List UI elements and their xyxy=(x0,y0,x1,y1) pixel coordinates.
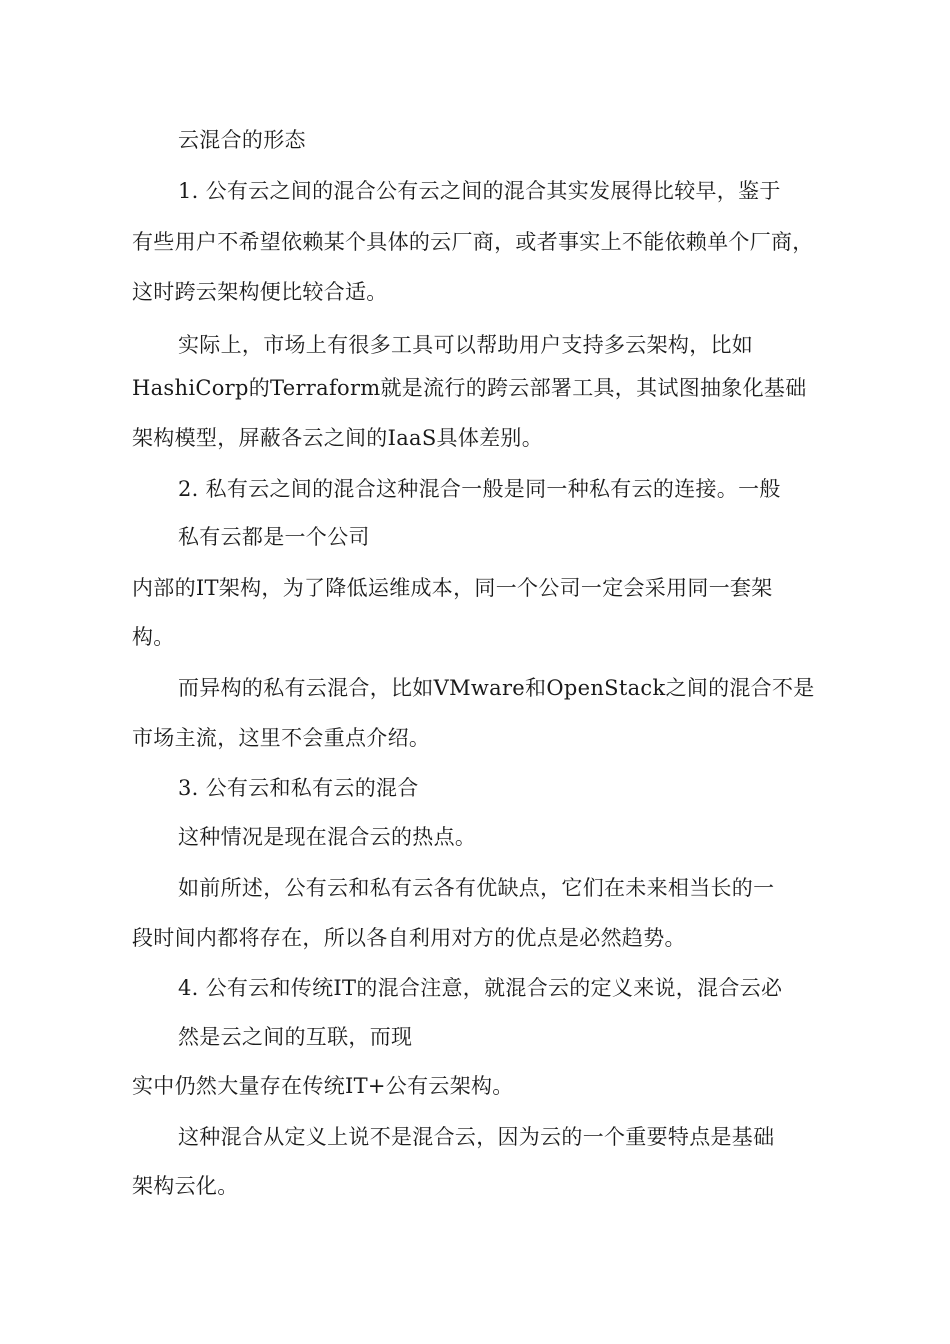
paragraph-line: 架构模型，屏蔽各云之间的IaaS具体差别。 xyxy=(132,426,544,450)
paragraph-line: 架构云化。 xyxy=(132,1174,239,1198)
paragraph-line: 这时跨云架构便比较合适。 xyxy=(132,280,388,304)
paragraph-line: 而异构的私有云混合，比如VMware和OpenStack之间的混合不是 xyxy=(178,676,815,700)
paragraph-line: 1. 公有云之间的混合公有云之间的混合其实发展得比较早，鉴于 xyxy=(178,179,781,203)
paragraph-line: 私有云都是一个公司 xyxy=(178,525,370,549)
paragraph-line: 这种混合从定义上说不是混合云，因为云的一个重要特点是基础 xyxy=(178,1125,775,1149)
paragraph-line: 内部的IT架构，为了降低运维成本，同一个公司一定会采用同一套架 xyxy=(132,576,773,600)
paragraph-line: 段时间内都将存在，所以各自利用对方的优点是必然趋势。 xyxy=(132,926,686,950)
paragraph-line: 如前所述，公有云和私有云各有优缺点，它们在未来相当长的一 xyxy=(178,876,775,900)
paragraph-line: 实际上，市场上有很多工具可以帮助用户支持多云架构，比如 xyxy=(178,333,754,357)
paragraph-line: 这种情况是现在混合云的热点。 xyxy=(178,825,477,849)
paragraph-line: 市场主流，这里不会重点介绍。 xyxy=(132,726,431,750)
paragraph-line: 然是云之间的互联，而现 xyxy=(178,1025,413,1049)
paragraph-line: HashiCorp的Terraform就是流行的跨云部署工具，其试图抽象化基础 xyxy=(132,376,807,400)
paragraph-line: 构。 xyxy=(132,625,175,649)
paragraph-line: 有些用户不希望依赖某个具体的云厂商，或者事实上不能依赖单个厂商， xyxy=(132,230,814,254)
paragraph-line: 3. 公有云和私有云的混合 xyxy=(178,776,419,800)
paragraph-line: 实中仍然大量存在传统IT+公有云架构。 xyxy=(132,1074,514,1098)
paragraph-line: 4. 公有云和传统IT的混合注意，就混合云的定义来说，混合云必 xyxy=(178,976,783,1000)
paragraph-line: 2. 私有云之间的混合这种混合一般是同一种私有云的连接。一般 xyxy=(178,477,781,501)
section-heading: 云混合的形态 xyxy=(178,128,306,152)
